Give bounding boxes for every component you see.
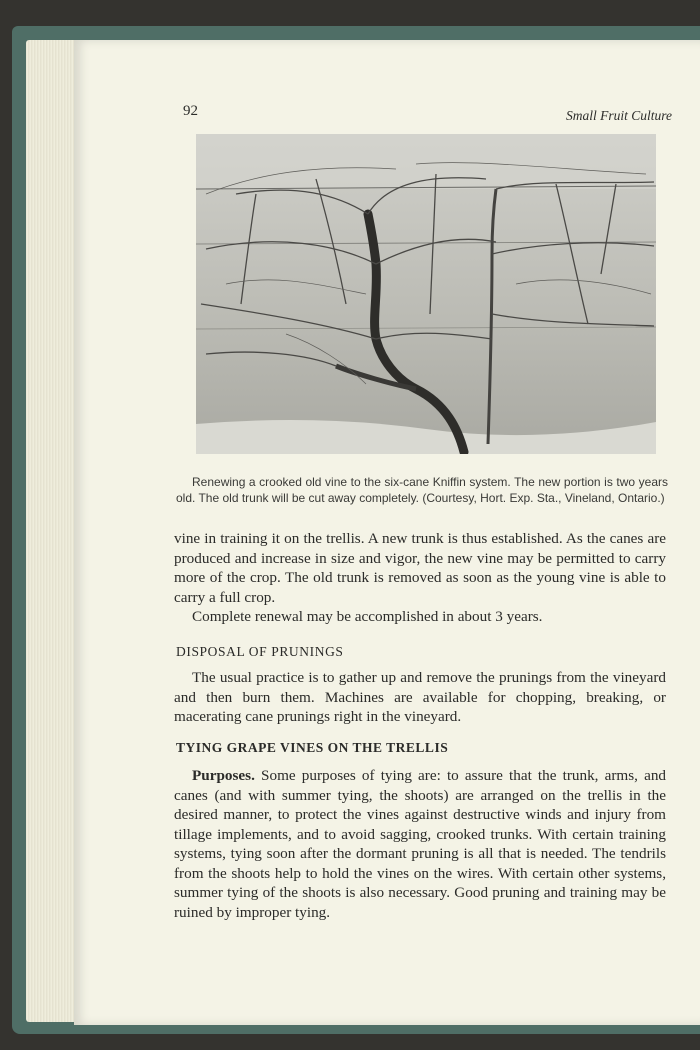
grapevine-photo <box>196 134 656 454</box>
running-head: Small Fruit Culture <box>565 108 672 123</box>
paragraph-complete-renewal: Complete renewal may be accomplished in about 3 years. <box>192 608 543 625</box>
paragraph-purposes <box>174 766 666 922</box>
figure-caption: Renewing a crooked old vine to the six-cane Kniffin system. The new portion is two years old. The old trunk will be cut away completely. (Courtesy, Hort. Exp. Sta., Vineland, Ontario.) <box>176 475 668 505</box>
heading-disposal-of-prunings: DISPOSAL OF PRUNINGS <box>176 644 344 659</box>
paragraph-purposes-text: Some purposes of tying are: to assure that the trunk, arms, and canes (and with summer tying, the shoots) are arranged on the trellis in the desired manner, to protect the vines against destructive winds and injury from tillage implements, and to avoid sagging, crooked trunks. With certain training systems, tying soon after the dormant pruning is all that is needed. The tendrils from the shoots help to hold the vines on the wires. With certain other systems, summer tying of the shoots is also necessary. Good pruning and training may be ruined by improper tying. <box>174 767 667 921</box>
page-number: 92 <box>183 103 198 119</box>
heading-tying-grape-vines: TYING GRAPE VINES ON THE TRELLIS <box>176 740 449 755</box>
paragraph-disposal: The usual practice is to gather up and remove the prunings from the vineyard and then burn them. Machines are available for chopping, breaking, or macerating cane prunings right in the vineyard. <box>174 669 666 725</box>
runin-purposes: Purposes. <box>192 767 255 784</box>
paragraph-vine-training: vine in training it on the trellis. A new trunk is thus established. As the canes are produced and increase in size and vigor, the new vine may be permitted to carry more of the crop. The old trunk is removed as soon as the young vine is able to carry a full crop. <box>174 530 666 606</box>
